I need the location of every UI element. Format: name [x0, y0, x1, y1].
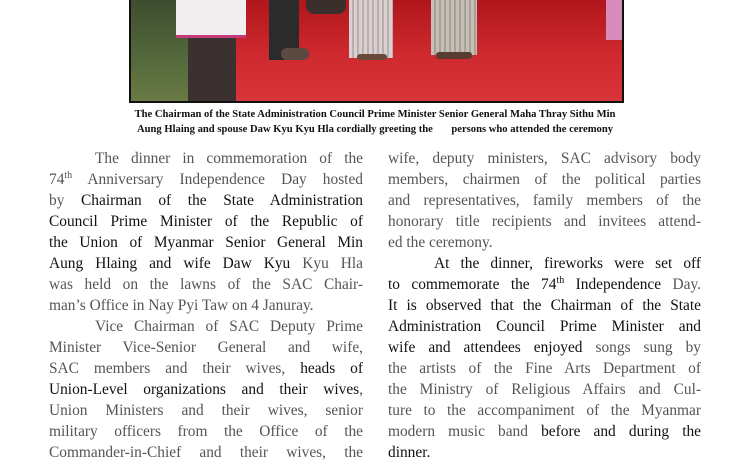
photo-caption: [60, 107, 690, 137]
photo-figure-shoes: [281, 48, 309, 60]
text-span: modern music band: [388, 423, 542, 440]
text-line: The dinner in commemoration of the: [95, 150, 363, 167]
text-line: [388, 274, 701, 295]
text-line: was held on the lawns of the SAC Chair-: [49, 276, 363, 293]
text-span: songs sung by: [595, 339, 702, 356]
caption-line-2: Aung Hlaing and spouse Daw Kyu Kyu Hla cordially greeting the persons who attended the ceremony: [136, 124, 614, 135]
text-span: to commemorate the 74: [388, 276, 557, 293]
photo-figure-shoes-2: [306, 0, 346, 14]
text-line: Vice Chairman of SAC Deputy Prime: [95, 318, 363, 335]
text-line: [49, 253, 363, 274]
text-span: Independence: [564, 276, 673, 293]
text-span: Aung Hlaing and wife Daw Kyu: [49, 255, 303, 272]
text-line: honorary title recipients and invitees attend-: [388, 213, 701, 230]
text-span: Union-Level organizations and their wives: [49, 381, 360, 398]
text-line: [49, 169, 363, 190]
superscript: th: [64, 170, 73, 181]
text-span: Kyu Hla: [302, 255, 363, 272]
text-span: Day.: [672, 276, 701, 293]
text-line: ed the ceremony.: [388, 234, 493, 251]
photo-figure-guest-3: [606, 0, 624, 40]
text-line: man’s Office in Nay Pyi Taw on 4 Januray.: [49, 297, 314, 314]
text-span: At the dinner,: [434, 255, 545, 272]
text-span: heads of: [300, 360, 363, 377]
photo-figure-shoes-3: [357, 54, 387, 60]
ceremony-photo: [129, 0, 624, 103]
text-span: SAC members and their wives,: [49, 360, 301, 377]
text-line: military officers from the Office of the: [49, 423, 363, 440]
right-paragraph-1: [388, 148, 701, 253]
text-line: Minister Vice-Senior General and wife,: [49, 339, 363, 356]
text-line: Union Ministers and their wives, senior: [49, 402, 363, 419]
text-line: the Ministry of Religious Affairs and Cul-: [388, 381, 701, 398]
text-line: Council Prime Minister of the Republic of: [49, 213, 363, 230]
text-line: dinner.: [388, 444, 431, 460]
text-span: fireworks were set off: [544, 255, 701, 272]
right-paragraph-2: [388, 253, 701, 460]
article-right-column: [388, 148, 701, 460]
text-line: members, chairmen of the political parties: [388, 171, 701, 188]
text-line: [388, 337, 701, 358]
text-line: the artists of the Fine Arts Department of: [388, 360, 701, 377]
text-span: 74: [49, 171, 65, 188]
text-line: [49, 379, 363, 400]
text-line: and representatives, family members of the: [388, 192, 701, 209]
text-span: wife and attendees enjoyed: [388, 339, 596, 356]
text-span: before and during the: [541, 423, 701, 440]
photo-figure-spouse: [176, 0, 246, 103]
text-line: Commander-in-Chief and their wives, the: [49, 444, 363, 460]
text-line: wife, deputy ministers, SAC advisory body: [388, 150, 701, 167]
text-line: ture to the accompaniment of the Myanmar: [388, 402, 701, 419]
text-span: Chairman of the State Administration: [81, 192, 363, 209]
text-line: It is observed that the Chairman of the State: [388, 297, 701, 314]
text-span: ,: [359, 381, 363, 398]
text-span: by: [49, 192, 82, 209]
photo-figure-guest-2: [431, 0, 477, 55]
text-line: [49, 358, 363, 379]
text-line: [49, 190, 363, 211]
left-paragraph-2: [49, 316, 363, 460]
photo-figure-guest-1: [349, 0, 393, 58]
article-left-column: [49, 148, 363, 460]
text-line: Administration Council Prime Minister and: [388, 318, 701, 335]
superscript: th: [556, 275, 565, 286]
photo-figure-shoes-4: [436, 52, 472, 59]
left-paragraph-1: [49, 148, 363, 316]
text-line: [388, 421, 701, 442]
text-line: the Union of Myanmar Senior General Min: [49, 234, 363, 251]
text-line: [388, 253, 701, 274]
text-span: Anniversary Independence Day hosted: [72, 171, 363, 188]
caption-line-1: The Chairman of the State Administration Council Prime Minister Senior General Maha Thray Sithu Min: [134, 109, 616, 120]
